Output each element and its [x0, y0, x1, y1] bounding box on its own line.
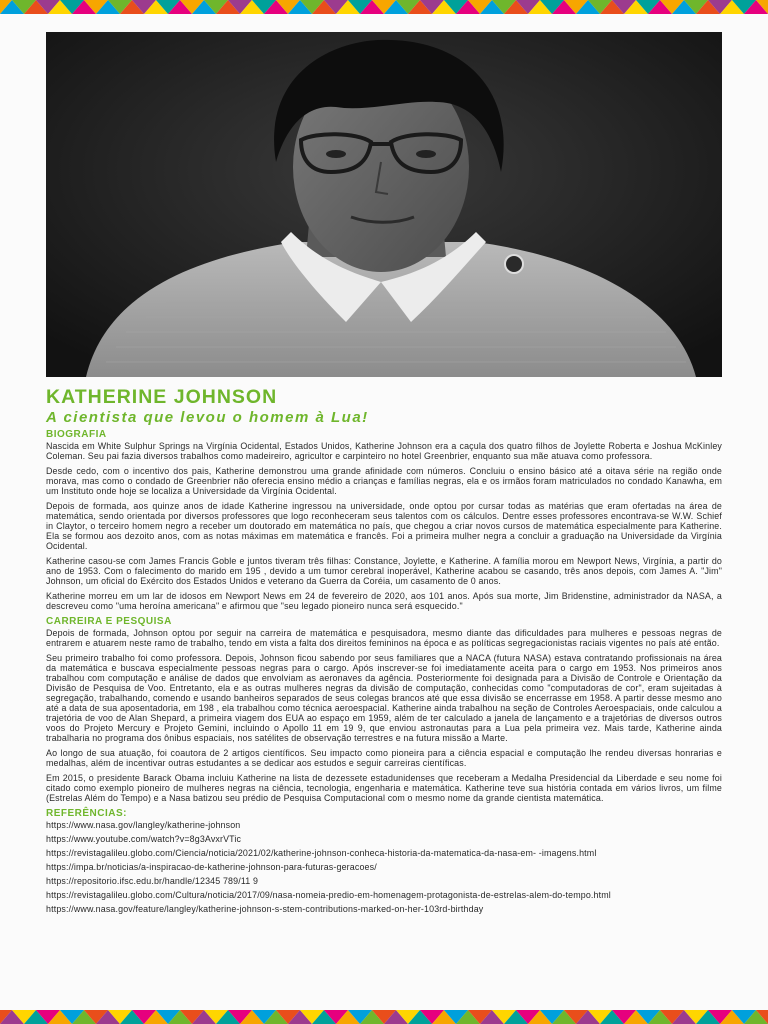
paragraph: Depois de formada, Johnson optou por seguir na carreira de matemática e pesquisadora, mesmo diante das dificuldades para mulheres e pessoas negras de entrarem e atuarem neste ramo de trabalho, tendo em vista a falta dos direitos femininos na época e as políticas segregacionistas raciais vigentes no país até então.	[46, 628, 722, 648]
paragraph: Ao longo de sua atuação, foi coautora de 2 artigos científicos. Seu impacto como pioneira para a ciência espacial e computação lhe rendeu diversas honrarias e medalhas, além de incentivar outras estudantes a se dedicar aos estudos e seguir carreiras científicas.	[46, 748, 722, 768]
triangle-pattern-icon	[0, 0, 768, 14]
paragraph: Em 2015, o presidente Barack Obama incluiu Katherine na lista de dezessete estadunidenses que receberam a Medalha Presidencial da Liberdade e seu nome foi citado como exemplo pioneiro de mulheres negras na ciência, tecnologia, engenharia e matemática. Katherine teve sua história contada em vários livros, um filme (Estrelas Além do Tempo) e a Nasa batizou seu prédio de Pesquisa Computacional com o mesmo nome da grande cientista matemática.	[46, 773, 722, 803]
reference-link[interactable]: https://revistagalileu.globo.com/Ciencia/noticia/2021/02/katherine-johnson-conheca-historia-da-matematica-da-nasa-em- -imagens.html	[46, 848, 597, 858]
article-content	[46, 386, 722, 918]
references-list	[46, 820, 722, 914]
page-title: KATHERINE JOHNSON	[46, 386, 278, 408]
reference-link[interactable]: https://revistagalileu.globo.com/Cultura/noticia/2017/09/nasa-nomeia-predio-em-homenagem-protagonista-de-estrelas-alem-do-tempo.html	[46, 890, 611, 900]
decorative-top-band	[0, 0, 768, 14]
paragraph: Katherine morreu em um lar de idosos em Newport News em 24 de fevereiro de 2020, aos 101 anos. Após sua morte, Jim Bridenstine, administrador da NASA, a descreveu como "uma heroína americana" e afirmou que "seu legado pioneiro nunca será esquecido."	[46, 591, 722, 611]
triangle-pattern-icon	[0, 1010, 768, 1024]
portrait-photo-icon	[46, 32, 722, 377]
portrait-photo	[46, 32, 722, 377]
paragraph: Katherine casou-se com James Francis Goble e juntos tiveram três filhas: Constance, Joylette, e Katherine. A família morou em Newport News, Virgínia, a partir do ano de 1953. Com o falecimento do marido em 195 , devido a um tumor cerebral inoperável, Katherine acabou se casando, três anos depois, com James A. "Jim" Johnson, um oficial do Exército dos Estados Unidos e veterano da Guerra da Coréia, um casamento de 0 anos.	[46, 556, 722, 586]
section-heading-referencias: REFERÊNCIAS:	[46, 808, 128, 819]
paragraph: Seu primeiro trabalho foi como professora. Depois, Johnson ficou sabendo por seus familiares que a NACA (futura NASA) estava contratando profissionais na área da matemática e buscava especialmente pessoas negras para o cargo. Após inscrever-se foi imediatamente aceita para o cargo em 1953. Nos primeiros anos trabalhou com computação e análise de dados que envolviam as aeronaves da agência. Posteriormente foi designada para a Divisão de Controle e Orientação da Divisão de Pesquisa de Voo. Entretanto, ela e as outras mulheres negras da divisão de computação, conhecidas como "computadoras de cor", eram sujeitadas à segregação, trabalhando, comendo e usando banheiros separados de seus colegas brancos até que essa divisão se encerrasse em 1958. A partir desse mesmo ano até a data de sua aposentadoria, em 198 , ela trabalhou como técnica aeroespacial. Katherine ainda trabalhou na seção de Controles Aeroespaciais, onde calculou a trajetória de voo de Alan Shepard, a primeira viagem dos EUA ao espaço em 1959, além de ter calculado a janela de lançamento e a trajetórias de diversos outros voos do Projeto Mercury e Projeto Gemini, incluindo o Apollo 11 em 19 9, que enviou astronautas para a Lua pela primeira vez. Mais tarde, Katherine ainda trabalharia no programa dos ônibus espaciais, nos satélites de observação terrestres e na futura missão a Marte.	[46, 653, 722, 743]
paragraph: Desde cedo, com o incentivo dos pais, Katherine demonstrou uma grande afinidade com números. Concluiu o ensino básico até a oitava série na região onde morava, mas como o condado de Greenbrier não oferecia ensino médio a crianças e famílias negras, ela e os irmãos foram matriculados no condado Kanawha, em um Instituto onde hoje se localiza a Universidade da Virgínia Ocidental.	[46, 466, 722, 496]
reference-link[interactable]: https://impa.br/noticias/a-inspiracao-de-katherine-johnson-para-futuras-geracoes/	[46, 862, 377, 872]
section-heading-biografia: BIOGRAFIA	[46, 429, 107, 440]
paragraph: Nascida em White Sulphur Springs na Virgínia Ocidental, Estados Unidos, Katherine Johnson era a caçula dos quatro filhos de Joylette Roberta e Joshua McKinley Coleman. Seu pai fazia diversos trabalhos como madeireiro, agricultor e carpinteiro no hotel Greenbrier, enquanto sua mãe atuava como professora.	[46, 441, 722, 461]
page-subtitle: A cientista que levou o homem à Lua!	[46, 409, 369, 426]
section-heading-carreira: CARREIRA E PESQUISA	[46, 616, 172, 627]
decorative-bottom-band	[0, 1010, 768, 1024]
reference-link[interactable]: https://www.nasa.gov/feature/langley/katherine-johnson-s-stem-contributions-marked-on-her-103rd-birthday	[46, 904, 484, 914]
reference-link[interactable]: https://repositorio.ifsc.edu.br/handle/12345 789/11 9	[46, 876, 259, 886]
paragraph: Depois de formada, aos quinze anos de idade Katherine ingressou na universidade, onde optou por cursar todas as matérias que eram ofertadas na área de matemática, sendo orientada por diversos professores que logo reconheceram seus talentos com os cálculos. Dentre esses professores encontrava-se W.W. Schief in Claytor, o terceiro homem negro a receber um doutorado em matemática no país, que chegou a criar novos cursos de matemática especialmente para Katherine. Ela se formou aos dezoito anos, com as notas máximas em matemática e francês. Foi a primeira mulher negra a concluir a graduação na Universidade da Virgínia Ocidental.	[46, 501, 722, 551]
reference-link[interactable]: https://www.nasa.gov/langley/katherine-johnson	[46, 820, 241, 830]
reference-link[interactable]: https://www.youtube.com/watch?v=8g3AvxrVTic	[46, 834, 242, 844]
